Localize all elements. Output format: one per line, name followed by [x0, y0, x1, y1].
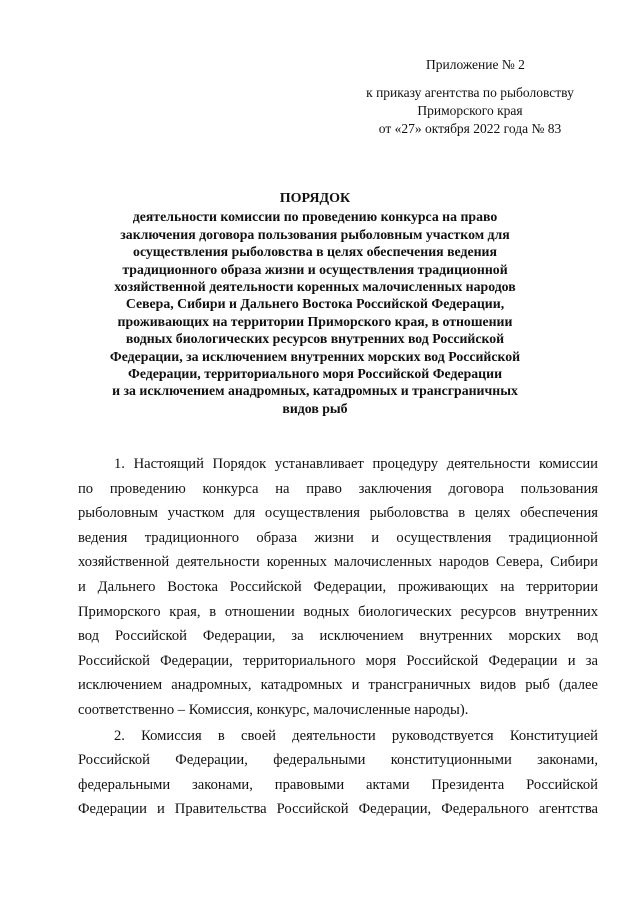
paragraph-2 [78, 724, 598, 822]
paragraph-line: исключением анадромных, катадромных и трансграничных видов рыб (далее [78, 677, 598, 694]
heading-line: Федерации, за исключением внутренних морских вод Российской [109, 348, 521, 364]
heading-line: видов рыб [282, 400, 348, 416]
heading-line: водных биологических ресурсов внутренних вод Российской [125, 331, 505, 347]
paragraph-line: и Дальнего Востока Российской Федерации, проживающих на территории [78, 578, 598, 595]
paragraph-line: 2. Комиссия в своей деятельности руководствуется Конституцией [114, 727, 598, 744]
annex-title: Приложение № 2 [426, 57, 525, 72]
paragraph-line: 1. Настоящий Порядок устанавливает процедуру деятельности комиссии [114, 456, 598, 472]
annex-line: к приказу агентства по рыболовству [366, 85, 574, 100]
paragraph-line: вод Российской Федерации, за исключением внутренних морских вод [78, 628, 598, 645]
heading-line: заключения договора пользования рыболовным участком для [120, 226, 510, 242]
heading-line: осуществления рыболовства в целях обеспечения ведения [133, 244, 497, 260]
paragraph-line: федеральными законами, правовыми актами Президента Российской [78, 776, 598, 793]
document-body [78, 452, 598, 822]
paragraph-line: по проведению конкурса на право заключения договора пользования [78, 480, 598, 497]
heading-line: деятельности комиссии по проведению конкурса на право [132, 209, 498, 225]
annex-header [340, 56, 600, 138]
paragraph-line: Российской Федерации, федеральными конституционными законами, [78, 752, 598, 769]
paragraph-line: ведения традиционного образа жизни и осуществления традиционной [78, 529, 598, 546]
document-title: ПОРЯДОК [279, 191, 351, 206]
paragraph-1 [78, 452, 598, 723]
heading-line: хозяйственной деятельности коренных малочисленных народов [114, 279, 516, 295]
paragraph-line: рыболовным участком для осуществления рыболовства в целях обеспечения [78, 505, 598, 522]
paragraph-line: соответственно – Комиссия, конкурс, малочисленные народы). [78, 701, 469, 718]
paragraph-line: хозяйственной деятельности коренных малочисленных народов Севера, Сибири [78, 554, 598, 571]
heading-line: Севера, Сибири и Дальнего Востока Российской Федерации, [125, 296, 505, 312]
annex-line: Приморского края [417, 103, 523, 118]
document-heading [70, 190, 560, 417]
paragraph-line: Федерации и Правительства Российской Федерации, Федерального агентства [78, 801, 598, 818]
heading-line: и за исключением анадромных, катадромных и трансграничных [112, 383, 518, 399]
heading-line: проживающих на территории Приморского края, в отношении [117, 313, 513, 329]
heading-line: Федерации, территориального моря Российской Федерации [127, 366, 503, 382]
paragraph-line: Приморского края, в отношении водных биологических ресурсов внутренних [78, 603, 598, 620]
annex-line: от «27» октября 2022 года № 83 [378, 121, 562, 136]
paragraph-line: Российской Федерации, территориального моря Российской Федерации и за [78, 652, 598, 669]
heading-line: традиционного образа жизни и осуществления традиционной [122, 261, 508, 277]
